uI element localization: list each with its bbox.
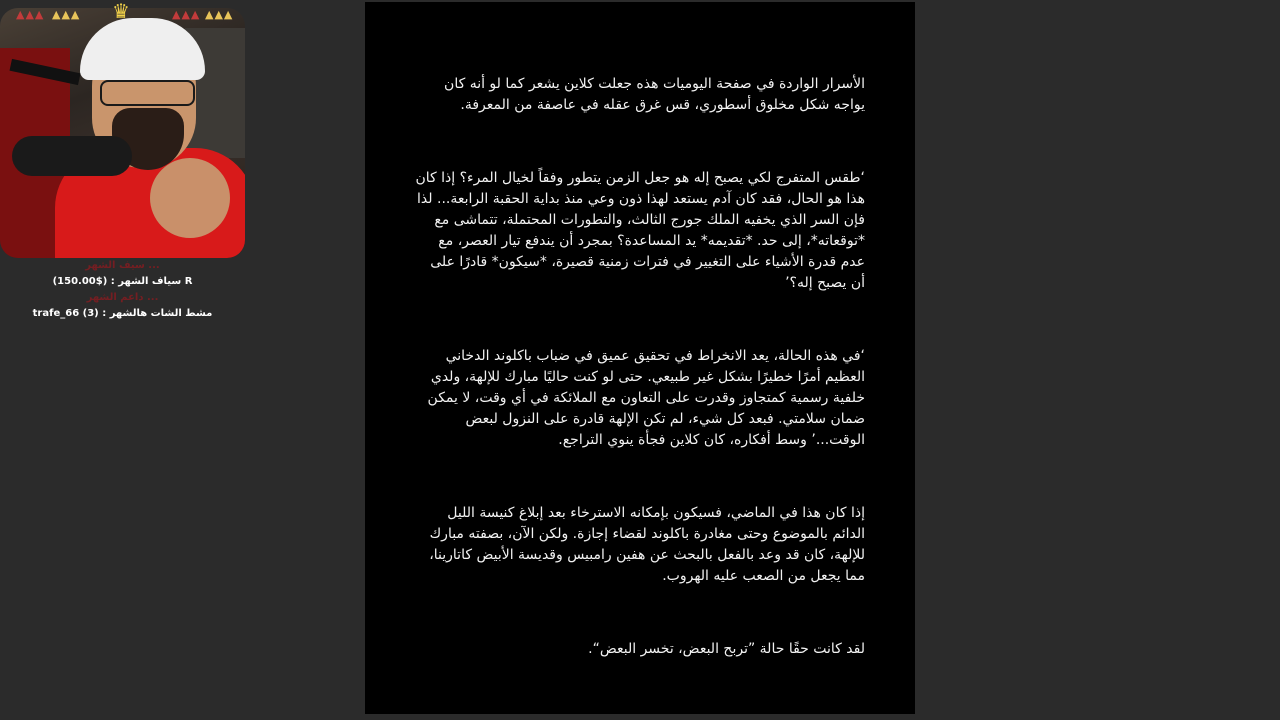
stat-line: داعم الشهر ... — [86, 292, 159, 303]
paragraph: إذا كان هذا في الماضي، فسيكون بإمكانه الاسترخاء بعد إبلاغ كنيسة الليل الدائم بالموضوع وحتى مغادرة باكلوند لقضاء إجازة. ولكن الآن، بصفته مبارك للإلهة، كان قد وعد بالفعل بالبحث عن هفين رامبيس وقديسة الأبيض كاتارينا، مما يجعل من الصعب عليه الهروب. — [429, 505, 865, 584]
decor-pattern: ▲▲▲ — [52, 8, 81, 21]
paragraph: الأسرار الواردة في صفحة اليوميات هذه جعلت كلاين يشعر كما لو أنه كان يواجه شكل مخلوق أسطوري، قس غرق عقله في عاصفة من المعرفة. — [444, 76, 865, 113]
document-body — [415, 74, 865, 660]
streamer-hand — [150, 158, 230, 238]
stat-line: trafe_66 (3) : مشط الشات هالشهر — [32, 308, 213, 319]
decor-pattern: ▲▲▲ — [205, 8, 234, 21]
streamer-glasses — [100, 80, 195, 106]
decor-pattern: ▲▲▲ — [16, 8, 45, 21]
paragraph: لقد كانت حقًا حالة ”تربح البعض، تخسر البعض“. — [588, 641, 865, 657]
paragraph: ‘في هذه الحالة، يعد الانخراط في تحقيق عميق في ضباب باكلوند الدخاني العظيم أمرًا خطيرًا بشكل غير طبيعي. حتى لو كنت حاليًا مبارك للإلهة، ولدي خلفية رسمية كمتجاوز وقدرت على التعاون مع الملائكة في أي وقت، لا يمكن ضمان سلامتي. فبعد كل شيء، لم تكن الإلهة قادرة على النزول لبعض الوقت...’ وسط أفكاره، كان كلاين فجأة ينوي التراجع. — [427, 348, 865, 448]
crown-icon: ♛ — [112, 0, 130, 23]
document-page[interactable] — [365, 2, 915, 714]
supporter-stats — [0, 258, 245, 322]
stat-line: سياف الشهر : ($150.00) R — [52, 276, 193, 287]
microphone — [12, 136, 132, 176]
paragraph: ‘طقس المتفرج لكي يصبح إله هو جعل الزمن يتطور وفقاً لخيال المرء؟ إذا كان هذا هو الحال، فقد كان آدم يستعد لهذا ذون وعي منذ بداية الحقبة الرابعة... لذا فإن السر الذي يخفيه الملك جورج الثالث، والتطورات المحتملة، تتماشى مع *توقعاته*، إلى حد. *تقديمه* يد المساعدة؟ بمجرد أن يندفع تيار العصر، مع عدم قدرة الأشياء على التغيير في فترات زمنية قصيرة، *سيكون* قادرًا على أن يصبح إله؟’ — [415, 170, 865, 291]
stat-line: سيف الشهر ... — [85, 260, 160, 271]
decor-pattern: ▲▲▲ — [172, 8, 201, 21]
webcam-overlay — [0, 8, 245, 258]
